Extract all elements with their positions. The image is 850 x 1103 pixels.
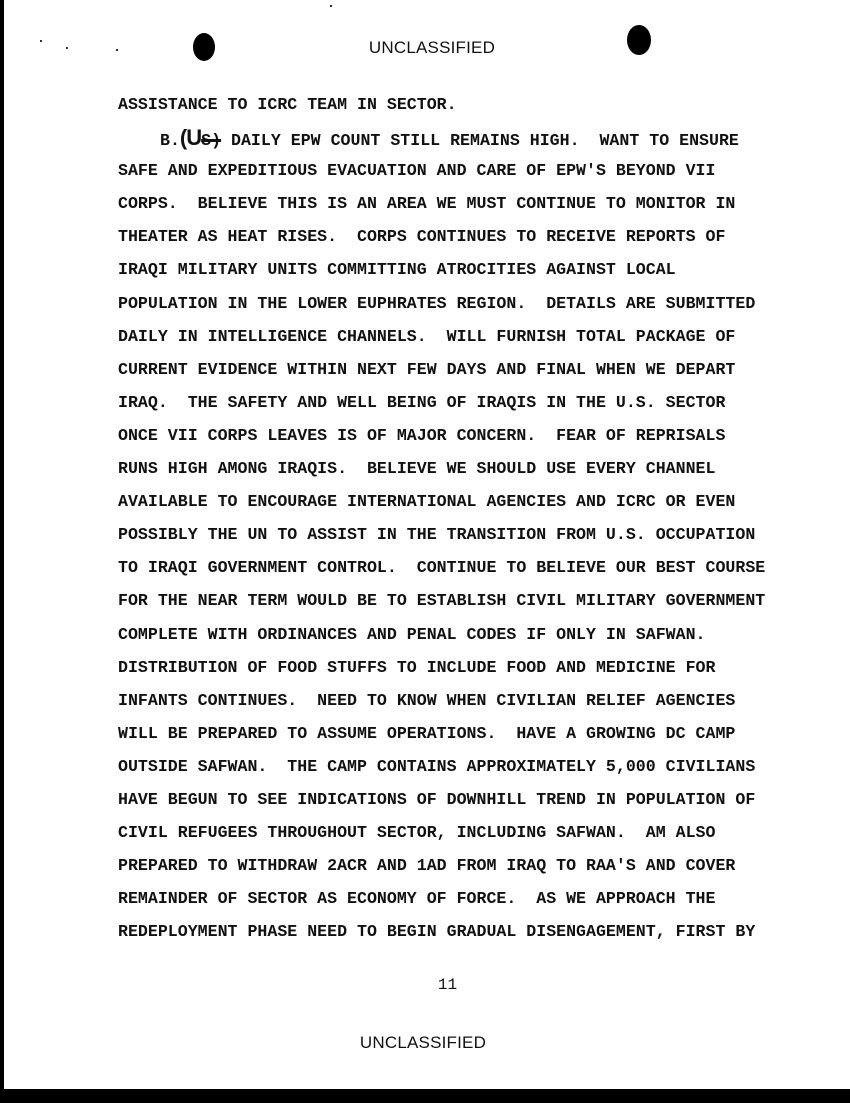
text-line: DAILY IN INTELLIGENCE CHANNELS. WILL FURNISH TOTAL PACKAGE OF bbox=[118, 326, 736, 346]
struck-marking: S) bbox=[201, 131, 222, 151]
text-line: TO IRAQI GOVERNMENT CONTROL. CONTINUE TO BELIEVE OUR BEST COURSE bbox=[118, 558, 766, 578]
text-line: POSSIBLY THE UN TO ASSIST IN THE TRANSITION FROM U.S. OCCUPATION bbox=[118, 525, 756, 545]
text-line: RUNS HIGH AMONG IRAQIS. BELIEVE WE SHOULD USE EVERY CHANNEL bbox=[118, 459, 716, 479]
text-line: ASSISTANCE TO ICRC TEAM IN SECTOR. bbox=[118, 95, 457, 114]
text-line: THEATER AS HEAT RISES. CORPS CONTINUES TO RECEIVE REPORTS OF bbox=[118, 227, 726, 247]
document-body bbox=[118, 94, 765, 954]
text-line: CURRENT EVIDENCE WITHIN NEXT FEW DAYS AND FINAL WHEN WE DEPART bbox=[118, 359, 736, 379]
handwritten-marking: (U bbox=[179, 125, 202, 151]
scan-bottom-edge bbox=[0, 1089, 850, 1103]
text-line: HAVE BEGUN TO SEE INDICATIONS OF DOWNHILL TREND IN POPULATION OF bbox=[118, 789, 756, 809]
text-line: REDEPLOYMENT PHASE NEED TO BEGIN GRADUAL DISENGAGEMENT, FIRST BY bbox=[118, 922, 756, 942]
text-line: AVAILABLE TO ENCOURAGE INTERNATIONAL AGENCIES AND ICRC OR EVEN bbox=[118, 492, 736, 512]
text-line: SAFE AND EXPEDITIOUS EVACUATION AND CARE OF EPW'S BEYOND VII bbox=[118, 161, 716, 181]
paragraph-b-first-line bbox=[118, 127, 765, 160]
text-line: DISTRIBUTION OF FOOD STUFFS TO INCLUDE FOOD AND MEDICINE FOR bbox=[118, 657, 716, 677]
scan-speck bbox=[330, 5, 332, 7]
page-number: 11 bbox=[437, 976, 458, 994]
text-line: IRAQ. THE SAFETY AND WELL BEING OF IRAQIS IN THE U.S. SECTOR bbox=[118, 392, 726, 412]
text-line: CORPS. BELIEVE THIS IS AN AREA WE MUST CONTINUE TO MONITOR IN bbox=[118, 194, 736, 214]
text-line: OUTSIDE SAFWAN. THE CAMP CONTAINS APPROXIMATELY 5,000 CIVILIANS bbox=[118, 756, 756, 776]
text-line: PREPARED TO WITHDRAW 2ACR AND 1AD FROM IRAQ TO RAA'S AND COVER bbox=[118, 856, 736, 876]
text-line: ONCE VII CORPS LEAVES IS OF MAJOR CONCERN. FEAR OF REPRISALS bbox=[118, 425, 726, 445]
text-line: POPULATION IN THE LOWER EUPHRATES REGION. DETAILS ARE SUBMITTED bbox=[118, 293, 756, 313]
scan-edge bbox=[0, 0, 4, 1103]
text-line: DAILY EPW COUNT STILL REMAINS HIGH. WANT TO ENSURE bbox=[221, 131, 739, 151]
text-line: FOR THE NEAR TERM WOULD BE TO ESTABLISH CIVIL MILITARY GOVERNMENT bbox=[118, 591, 766, 611]
header-classification: UNCLASSIFIED bbox=[368, 38, 496, 57]
text-line: INFANTS CONTINUES. NEED TO KNOW WHEN CIVILIAN RELIEF AGENCIES bbox=[118, 690, 736, 710]
text-line: REMAINDER OF SECTOR AS ECONOMY OF FORCE. AS WE APPROACH THE bbox=[118, 889, 716, 909]
text-line: CIVIL REFUGEES THROUGHOUT SECTOR, INCLUDING SAFWAN. AM ALSO bbox=[118, 823, 716, 843]
paragraph-label: B. bbox=[160, 131, 180, 151]
footer-classification: UNCLASSIFIED bbox=[359, 1033, 487, 1052]
text-line: WILL BE PREPARED TO ASSUME OPERATIONS. HAVE A GROWING DC CAMP bbox=[118, 723, 736, 743]
text-line: COMPLETE WITH ORDINANCES AND PENAL CODES IF ONLY IN SAFWAN. bbox=[118, 624, 706, 644]
text-line: IRAQI MILITARY UNITS COMMITTING ATROCITIES AGAINST LOCAL bbox=[118, 260, 676, 280]
